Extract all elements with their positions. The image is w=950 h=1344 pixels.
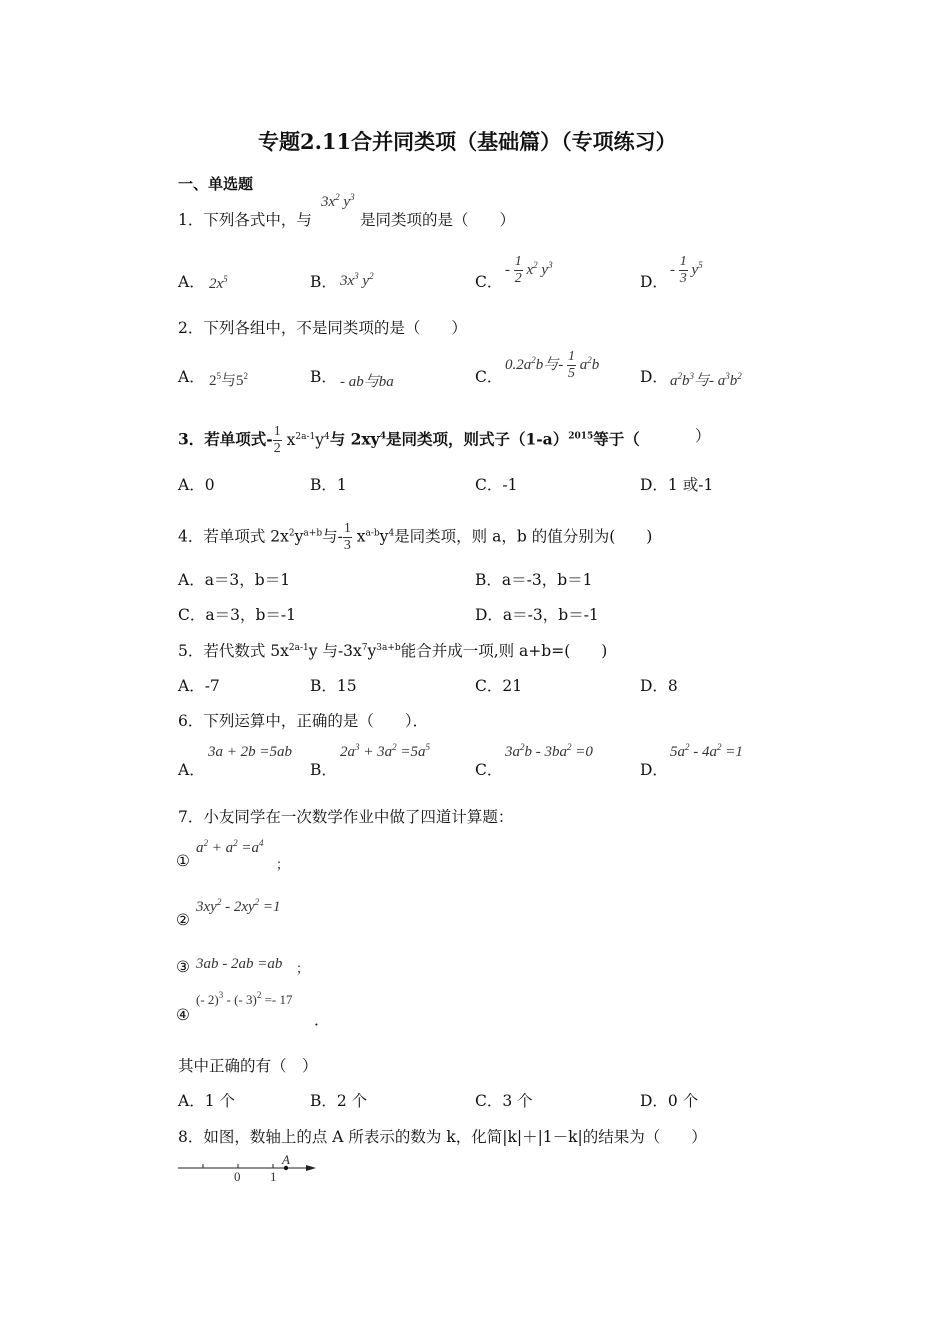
q7-item4-marker: ④: [176, 1006, 190, 1024]
q7-item2-marker: ②: [176, 911, 190, 929]
q6-option-d-expr: $5a^2 - 4a^2 =1$: [670, 742, 743, 760]
q3-stem-part4: 等于（: [593, 429, 640, 449]
q3-option-d: D．1 或-1: [640, 476, 714, 494]
q2-with-d: 与: [694, 373, 710, 389]
q6-option-a-expr: 3a + 2b =5ab: [208, 744, 292, 760]
q4-stem-part3: 是同类项，则 a，b 的值分别为( ): [394, 527, 653, 546]
q4-option-b: B．a＝-3，b＝1: [475, 571, 593, 589]
q1-option-c-expr: - $\frac{1}{2}$ $x^2$ $y^3$: [505, 254, 553, 286]
q6-option-b-label: B．: [310, 761, 337, 779]
q3-stem-part1: 3．若单项式-: [178, 429, 273, 449]
q2-option-c-label: C．: [475, 368, 503, 386]
q2-with-b: 与: [363, 374, 379, 390]
q4-option-a: A．a＝3，b＝1: [178, 571, 291, 589]
q2-option-b-expr: - ab与ba: [340, 374, 394, 390]
q7-item1-marker: ①: [176, 852, 190, 870]
q2-option-d-expr: $a^2b^3$与- $a^3b^2$: [670, 371, 742, 389]
q5-option-c: C．21: [475, 677, 523, 695]
q2-option-a-label: A．: [178, 368, 205, 386]
q7-option-a: A．1 个: [178, 1092, 235, 1110]
section-heading: 一、单选题: [178, 175, 254, 193]
q6-option-a-label: A．: [178, 761, 205, 779]
q7-option-d: D．0 个: [640, 1092, 699, 1110]
q5-stem-part1: 5．若代数式 5x: [178, 642, 289, 660]
q6-option-c-expr: $3a^2b - 3ba^2 =0$: [505, 742, 593, 760]
q1-option-c-label: C．: [475, 273, 503, 291]
q4-stem-part2: 与-: [322, 527, 343, 546]
q7-stem: 7．小友同学在一次数学作业中做了四道计算题：: [178, 808, 514, 826]
q4-option-d: D．a＝-3，b＝-1: [475, 606, 599, 624]
q8-stem: 8．如图，数轴上的点 A 所表示的数为 k，化简|k|＋|1－k|的结果为（ ）: [178, 1128, 707, 1146]
number-line-label-one: 1: [270, 1169, 277, 1184]
q3-option-b: B．1: [310, 476, 347, 494]
number-line-figure: [176, 1150, 321, 1186]
q1-option-d-expr: - $\frac{1}{3}$ $y^5$: [670, 254, 703, 286]
q1-stem-part2: 是同类项的是（ ）: [360, 211, 516, 229]
q5-option-d: D．8: [640, 677, 678, 695]
q3-stem-part3: 是同类项，则式子（1-a）: [385, 429, 569, 449]
q3-stem: 3．若单项式- $\frac{1}{2}$ $x^{2a-1}y^4$与 $2xy^4$是同类项，则式子$(1-a)^{2015}$等于（: [178, 424, 640, 456]
q7-item1-expr: $a^2 + a^2 =a^4$: [196, 838, 264, 856]
q1-option-d-label: D．: [640, 273, 668, 291]
q1-option-b-label: B．: [310, 273, 337, 291]
q7-item2-expr: $3xy^2 - 2xy^2 =1$: [196, 897, 281, 915]
q6-option-c-label: C．: [475, 761, 503, 779]
q2-with-a: 与: [221, 373, 237, 389]
q6-stem: 6．下列运算中，正确的是（ ）．: [178, 712, 429, 730]
q2-option-c-expr: $0.2a^2b$与- $\frac{1}{5}$ $a^2b$: [505, 349, 600, 381]
q7-option-c: C．3 个: [475, 1092, 533, 1110]
number-line-label-zero: 0: [234, 1169, 241, 1184]
q4-stem: 4．若单项式 $2x^2y^{a+b}$与- $\frac{1}{3}$ $x^{a-b}y^4$是同类项，则 a，b 的值分别为( ): [178, 521, 653, 553]
q2-option-a-expr: $2^5$与$5^2$: [209, 371, 249, 389]
q7-item1-semicolon: ；: [276, 858, 290, 873]
q1-expression: $3x^2$ $y^3$: [321, 192, 355, 210]
q7-item4-period: ．: [314, 1011, 330, 1029]
q5-stem-part2: y 与-3x: [308, 642, 362, 660]
q7-option-b: B．2 个: [310, 1092, 368, 1110]
q7-item3-marker: ③: [176, 958, 190, 976]
q7-question: 其中正确的有（ ）: [178, 1057, 318, 1075]
q5-option-b: B．15: [310, 677, 357, 695]
q4-option-c: C．a＝3，b＝-1: [178, 606, 296, 624]
q5-stem: 5．若代数式 $5x^{2a-1}y$ 与$-3x^7y^{3a+b}$能合并成一项,则 a+b=( ): [178, 642, 608, 660]
q3-stem-part2: 与 2xy: [329, 429, 380, 449]
q2-option-d-label: D．: [640, 368, 668, 386]
number-line-arrow: [306, 1165, 316, 1171]
q7-item3-expr: 3ab - 2ab =ab: [196, 956, 283, 972]
q1-option-a-expr: $2x^5$: [209, 274, 228, 292]
q2-with-c: 与: [543, 356, 559, 373]
q4-stem-part1: 4．若单项式 2x: [178, 527, 289, 546]
q7-item4-expr: (- 2)$^3$ - (- 3)$^2$ =- 17: [196, 990, 293, 1007]
q3-option-c: C．-1: [475, 476, 518, 494]
q5-stem-part3: 能合并成一项,则 a+b=( ): [400, 642, 608, 660]
number-line-label-a: A: [282, 1152, 290, 1167]
q1-option-a-label: A．: [178, 273, 205, 291]
q1-stem-part1: 1．下列各式中，与: [178, 211, 312, 229]
q2-stem: 2．下列各组中，不是同类项的是（ ）: [178, 319, 467, 337]
q1-option-b-expr: $3x^3$ $y^2$: [340, 271, 374, 289]
q3-close-paren: ）: [695, 427, 711, 445]
q2-option-b-label: B．: [310, 368, 337, 386]
document-title: 专题2.11合并同类项（基础篇）（专项练习）: [258, 129, 677, 154]
q7-item3-semicolon: ；: [296, 962, 310, 977]
q3-option-a: A．0: [178, 476, 215, 494]
q6-option-b-expr: $2a^3 + 3a^2 =5a^5$: [340, 742, 430, 760]
q6-option-d-label: D．: [640, 761, 668, 779]
q5-option-a: A．-7: [178, 677, 220, 695]
